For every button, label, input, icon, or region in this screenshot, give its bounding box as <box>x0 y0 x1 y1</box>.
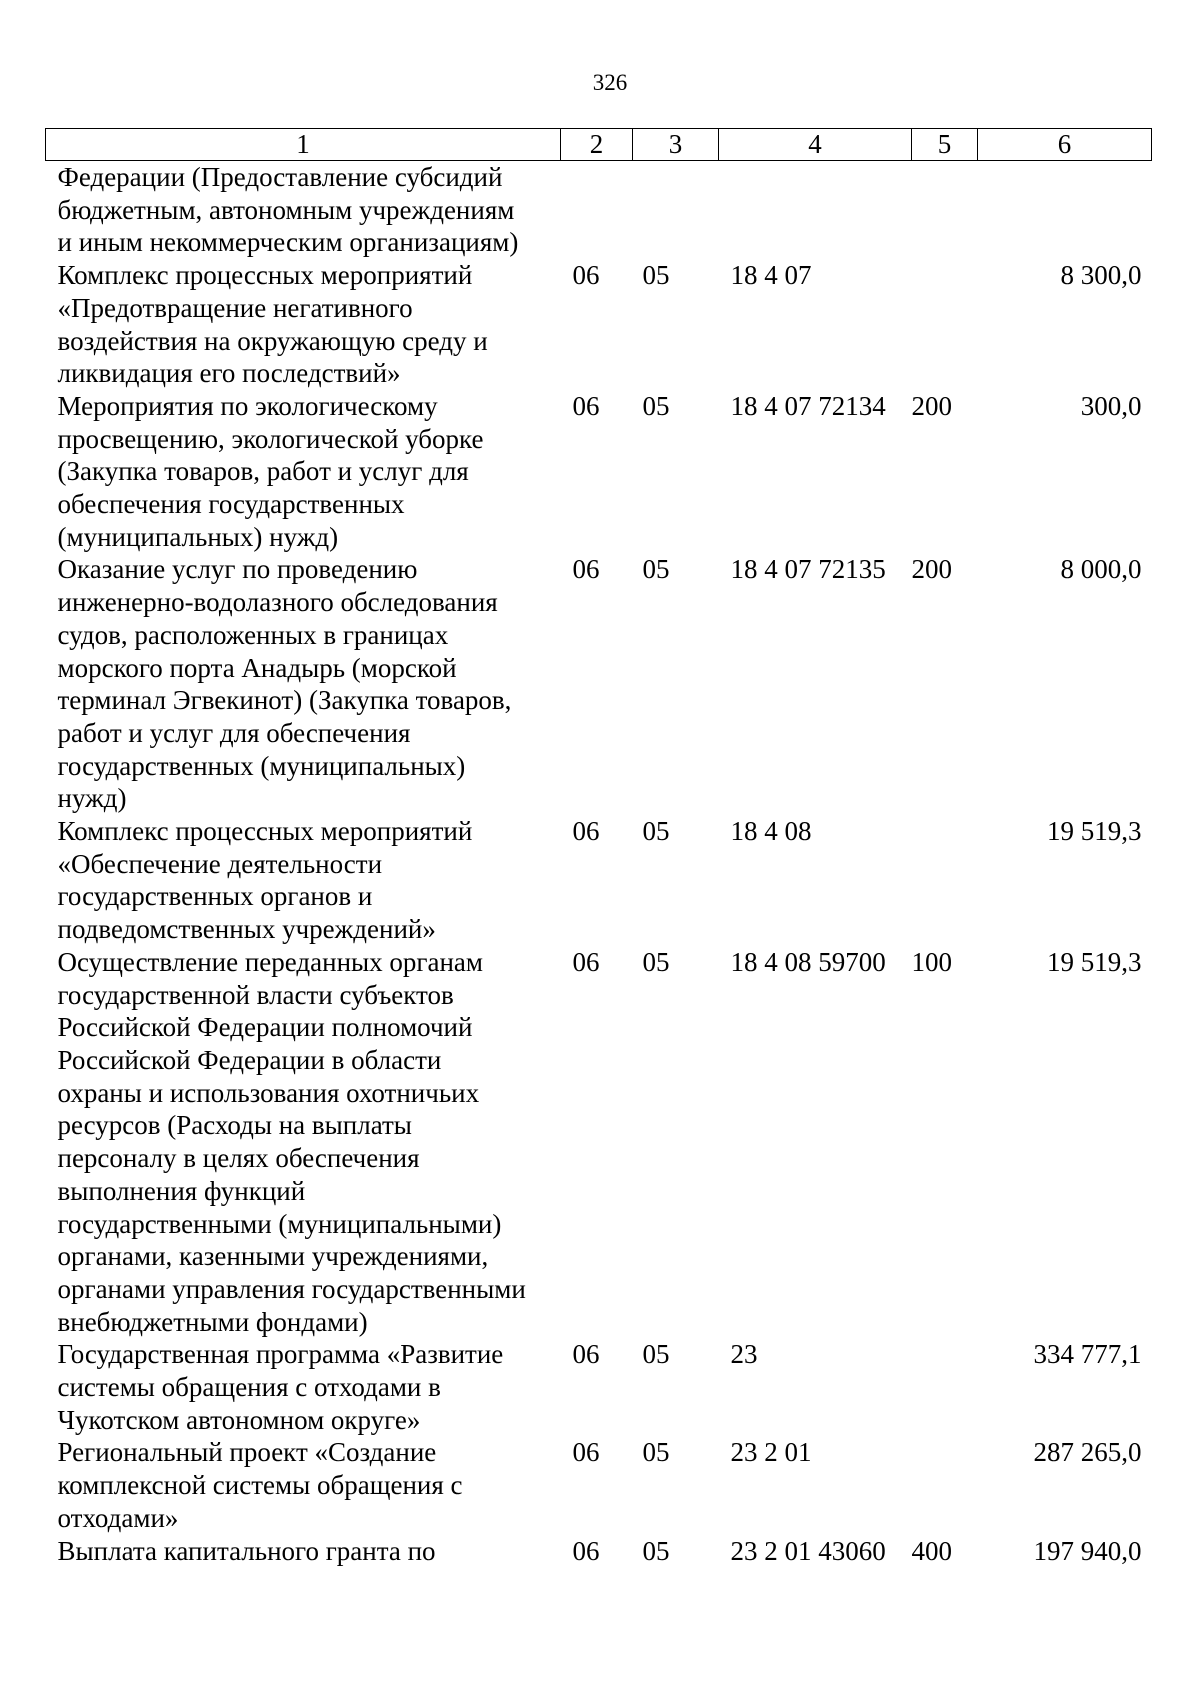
name-line: просвещению, экологической уборке <box>57 423 484 454</box>
target-cell: 18 4 07 72134 <box>730 390 886 421</box>
name-line: комплексной системы обращения с <box>57 1470 463 1501</box>
name-line: охраны и использования охотничьих <box>57 1077 480 1108</box>
table-row <box>46 259 1152 390</box>
name-line: воздействия на окружающую среду и <box>57 325 488 356</box>
table-row <box>46 1338 1152 1436</box>
section-cell: 06 <box>572 1339 600 1370</box>
target-cell: 18 4 07 <box>730 260 812 291</box>
name-line: ликвидация его последствий» <box>57 358 401 389</box>
name-cell <box>46 161 561 260</box>
budget-table <box>45 128 1152 1567</box>
name-line: отходами» <box>57 1502 179 1533</box>
table-row <box>46 1436 1152 1534</box>
target-cell: 18 4 08 <box>730 816 812 847</box>
name-line: и иным некоммерческим организациям) <box>57 227 519 258</box>
target-cell: 23 <box>730 1339 758 1370</box>
name-cell <box>46 390 561 554</box>
name-cell <box>46 1535 561 1568</box>
target-cell: 18 4 08 59700 <box>730 946 886 977</box>
name-line: нужд) <box>57 783 127 814</box>
subsection-cell <box>633 161 719 260</box>
expense-cell <box>912 161 978 260</box>
amount-cell: 300,0 <box>1080 390 1142 421</box>
name-line: Государственная программа «Развитие <box>57 1339 504 1370</box>
subsection-cell: 05 <box>642 1339 670 1370</box>
header-col-subsection: 3 <box>633 129 719 161</box>
amount-cell: 8 000,0 <box>1060 554 1142 585</box>
name-line: выполнения функций <box>57 1175 306 1206</box>
name-line: обеспечения государственных <box>57 489 405 520</box>
section-cell: 06 <box>572 816 600 847</box>
name-cell <box>46 1338 561 1436</box>
subsection-cell: 05 <box>642 816 670 847</box>
name-line: внебюджетными фондами) <box>57 1306 368 1337</box>
name-cell <box>46 946 561 1338</box>
section-cell: 06 <box>572 1437 600 1468</box>
name-line: Российской Федерации в области <box>57 1044 442 1075</box>
name-cell <box>46 1436 561 1534</box>
name-line: государственной власти субъектов <box>57 979 454 1010</box>
table-row <box>46 390 1152 554</box>
amount-cell: 19 519,3 <box>1047 816 1142 847</box>
name-line: государственными (муниципальными) <box>57 1208 502 1239</box>
subsection-cell: 05 <box>642 554 670 585</box>
table-row <box>46 553 1152 815</box>
section-cell: 06 <box>572 390 600 421</box>
name-line: подведомственных учреждений» <box>57 914 436 945</box>
header-col-amount: 6 <box>978 129 1152 161</box>
name-line: бюджетным, автономным учреждениям <box>57 194 515 225</box>
table-row <box>46 946 1152 1338</box>
name-line: Оказание услуг по проведению <box>57 554 418 585</box>
name-line: органами управления государственными <box>57 1273 526 1304</box>
expense-cell: 100 <box>911 946 952 977</box>
expense-cell: 200 <box>911 554 952 585</box>
header-col-section: 2 <box>561 129 633 161</box>
subsection-cell: 05 <box>642 1437 670 1468</box>
section-cell: 06 <box>572 554 600 585</box>
name-line: Федерации (Предоставление субсидий <box>57 162 503 192</box>
expense-cell <box>912 815 978 946</box>
name-line: «Предотвращение негативного <box>57 292 413 323</box>
subsection-cell: 05 <box>642 946 670 977</box>
name-line: ресурсов (Расходы на выплаты <box>57 1110 412 1141</box>
table-row <box>46 161 1152 260</box>
subsection-cell: 05 <box>642 260 670 291</box>
name-line: Осуществление переданных органам <box>57 946 483 977</box>
name-line: Региональный проект «Создание <box>57 1437 437 1468</box>
expense-cell <box>912 1436 978 1534</box>
name-line: (муниципальных) нужд) <box>57 521 339 552</box>
subsection-cell: 05 <box>642 390 670 421</box>
expense-cell <box>912 1338 978 1436</box>
amount-cell: 334 777,1 <box>1033 1339 1142 1370</box>
header-col-name: 1 <box>46 129 561 161</box>
name-line: Российской Федерации полномочий <box>57 1012 473 1043</box>
name-line: Выплата капитального гранта по <box>57 1535 436 1566</box>
name-line: терминал Эгвекинот) (Закупка товаров, <box>57 685 512 716</box>
section-cell: 06 <box>572 1535 600 1566</box>
expense-cell: 200 <box>911 390 952 421</box>
amount-cell: 287 265,0 <box>1033 1437 1142 1468</box>
name-line: инженерно-водолазного обследования <box>57 587 498 618</box>
target-cell <box>719 161 912 260</box>
header-col-target: 4 <box>719 129 912 161</box>
target-cell: 23 2 01 43060 <box>730 1535 886 1566</box>
amount-cell <box>978 161 1152 260</box>
section-cell <box>561 161 633 260</box>
section-cell: 06 <box>572 946 600 977</box>
section-cell: 06 <box>572 260 600 291</box>
name-line: судов, расположенных в границах <box>57 619 449 650</box>
expense-cell <box>912 259 978 390</box>
name-line: Комплекс процессных мероприятий <box>57 816 473 847</box>
name-line: Чукотском автономном округе» <box>57 1404 421 1435</box>
subsection-cell: 05 <box>642 1535 670 1566</box>
header-col-expense: 5 <box>912 129 978 161</box>
amount-cell: 197 940,0 <box>1033 1535 1142 1566</box>
name-cell <box>46 553 561 815</box>
amount-cell: 19 519,3 <box>1047 946 1142 977</box>
header-row <box>46 129 1152 161</box>
name-cell <box>46 259 561 390</box>
page-number: 326 <box>592 70 628 95</box>
name-line: персоналу в целях обеспечения <box>57 1143 420 1174</box>
name-line: Комплекс процессных мероприятий <box>57 260 473 291</box>
name-line: системы обращения с отходами в <box>57 1372 441 1403</box>
amount-cell: 8 300,0 <box>1060 260 1142 291</box>
table-body <box>46 161 1152 1568</box>
target-cell: 23 2 01 <box>730 1437 812 1468</box>
table-row <box>46 815 1152 946</box>
name-line: Мероприятия по экологическому <box>57 390 438 421</box>
name-line: государственных органов и <box>57 881 373 912</box>
name-line: работ и услуг для обеспечения <box>57 717 411 748</box>
name-line: органами, казенными учреждениями, <box>57 1241 489 1272</box>
table-header <box>46 129 1152 161</box>
name-cell <box>46 815 561 946</box>
name-line: «Обеспечение деятельности <box>57 848 383 879</box>
name-line: (Закупка товаров, работ и услуг для <box>57 456 469 487</box>
name-line: морского порта Анадырь (морской <box>57 652 457 683</box>
table-row <box>46 1535 1152 1568</box>
name-line: государственных (муниципальных) <box>57 750 466 781</box>
target-cell: 18 4 07 72135 <box>730 554 886 585</box>
expense-cell: 400 <box>911 1535 952 1566</box>
